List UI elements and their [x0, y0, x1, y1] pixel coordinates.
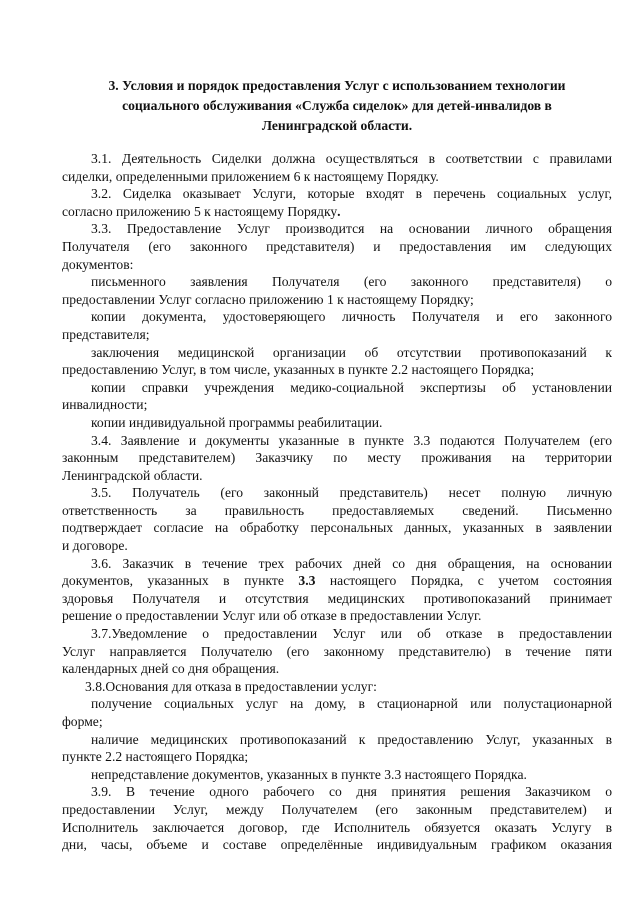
section-title [62, 76, 612, 136]
text-line: копии индивидуальной программы реабилитации. [91, 414, 383, 430]
paragraph-3-7 [62, 625, 612, 678]
text-line: форме; [62, 714, 103, 729]
title-line-3: Ленинградской области. [261, 118, 413, 133]
text-line: 3.1. Деятельность Сиделки должна осуществляться в соответствии с правилами [91, 151, 612, 166]
text-line: инвалидности; [62, 397, 148, 413]
text-line: 3.2. Сиделка оказывает Услуги, которые входят в перечень социальных услуг, [91, 186, 612, 202]
text-line: дни, часы, объеме и составе определённые индивидуальным графиком оказания [62, 837, 612, 853]
section-body [62, 150, 612, 854]
text-line: копии справки учреждения медико-социальной экспертизы об установлении [91, 379, 612, 395]
text-line: копии документа, удостоверяющего личность Получателя и его законного [91, 309, 612, 325]
text-line: пункте 2.2 настоящего Порядка; [62, 749, 249, 765]
text-line: и договоре. [62, 538, 128, 554]
paragraph-3-6 [62, 555, 612, 625]
list-item-medical-conclusion [62, 344, 612, 379]
text-fragment: документов, указанных в пункте [62, 573, 299, 589]
paragraph-3-8 [62, 678, 612, 696]
text-line: законным представителем) Заказчику по месту проживания на территории [62, 450, 612, 466]
text-line [62, 572, 612, 590]
text-line: документов: [62, 256, 134, 272]
text-line: здоровья Получателя и отсутствия медицинских противопоказаний принимает [62, 590, 612, 606]
text-line: 3.7.Уведомление о предоставлении Услуг или об отказе в предоставлении [91, 626, 612, 642]
text-fragment: согласно приложению 5 к настоящему Порядку [62, 203, 338, 219]
list-item-missing-documents [62, 766, 612, 784]
text-line: заключения медицинской организации об отсутствии противопоказаний к [91, 344, 612, 360]
text-line: предоставлению Услуг, в том числе, указанных в пункте 2.2 настоящего Порядка; [62, 362, 535, 378]
list-item-home-services [62, 695, 612, 730]
title-line-2: социального обслуживания «Служба сиделок» для детей-инвалидов в [122, 98, 552, 113]
text-fragment: настоящего Порядка, с учетом состояния [315, 573, 612, 589]
title-line-1: 3. Условия и порядок предоставления Услуг с использованием технологии [108, 78, 566, 93]
text-line: решение о предоставлении Услуг или об отказе в предоставлении Услуг. [62, 608, 482, 624]
text-line: ответственность за правильность предоставляемых сведений. Письменно [62, 502, 612, 518]
list-item-rehab-program [62, 414, 612, 432]
text-line: предоставлении Услуг согласно приложению 1 к настоящему Порядку; [62, 291, 474, 307]
paragraph-3-9 [62, 783, 612, 853]
text-line: 3.5. Получатель (его законный представитель) несет полную личную [91, 485, 612, 501]
text-line: 3.6. Заказчик в течение трех рабочих дней со дня обращения, на основании [91, 555, 612, 571]
text-line: 3.8.Основания для отказа в предоставлении услуг: [85, 678, 377, 694]
text-line: Услуг направляется Получателю (его законному представителю) в течение пяти [62, 643, 612, 659]
text-fragment-bold: 3.3 [298, 573, 316, 589]
text-line: Получателя (его законного представителя) и предоставления им следующих [62, 238, 612, 254]
text-fragment-bold: . [337, 203, 341, 219]
paragraph-3-2 [62, 185, 612, 220]
paragraph-3-4 [62, 432, 612, 485]
text-line [62, 203, 612, 221]
text-line: письменного заявления Получателя (его законного представителя) о [91, 274, 612, 290]
list-item-identity-document [62, 308, 612, 343]
list-item-mse-certificate [62, 379, 612, 414]
text-line: представителя; [62, 326, 150, 342]
paragraph-3-3 [62, 220, 612, 273]
text-line: календарных дней со дня обращения. [62, 661, 280, 677]
text-line: подтверждает согласие на обработку персональных данных, указанных в заявлении [62, 520, 612, 536]
text-line: непредставление документов, указанных в пункте 3.3 настоящего Порядка. [91, 766, 527, 782]
paragraph-3-5 [62, 484, 612, 554]
list-item-contraindications [62, 731, 612, 766]
text-line: Ленинградской области. [62, 467, 203, 483]
text-line: 3.3. Предоставление Услуг производится на основании личного обращения [91, 221, 612, 237]
paragraph-3-1 [62, 150, 612, 185]
text-line: наличие медицинских противопоказаний к предоставлению Услуг, указанных в [91, 731, 612, 747]
text-line: получение социальных услуг на дому, в стационарной или полустационарной [91, 696, 612, 712]
text-line: сиделки, определенными приложением 6 к настоящему Порядку. [62, 168, 439, 184]
text-line: предоставлении Услуг, между Получателем (его законным представителем) и [62, 801, 612, 817]
text-line: Исполнитель заключается договор, где Исполнитель обязуется оказать Услугу в [62, 819, 612, 835]
text-line: 3.9. В течение одного рабочего со дня принятия решения Заказчиком о [91, 784, 612, 800]
list-item-application [62, 273, 612, 308]
text-line: 3.4. Заявление и документы указанные в пункте 3.3 подаются Получателем (его [91, 432, 612, 448]
